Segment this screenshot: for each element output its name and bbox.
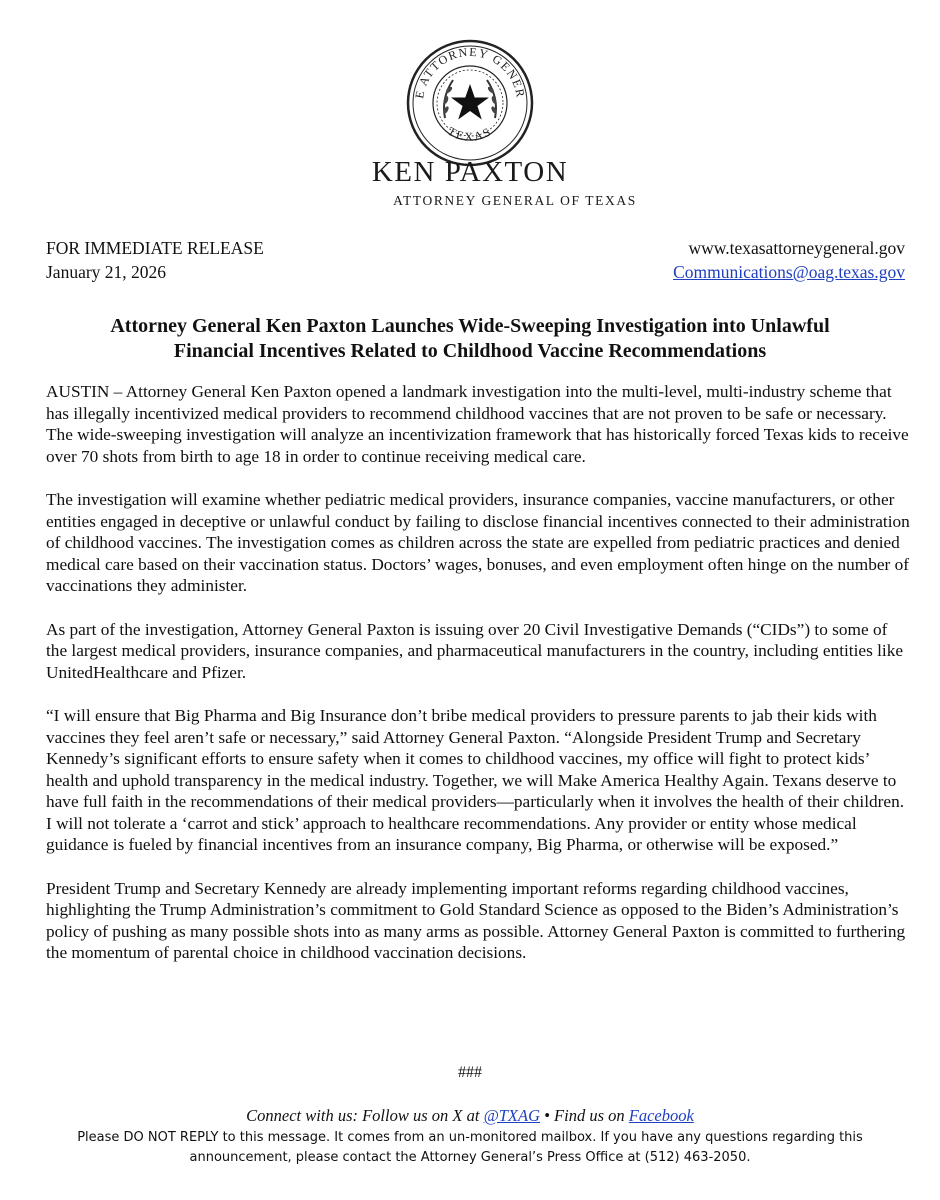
press-release-body xyxy=(46,381,912,986)
contact-info xyxy=(673,236,905,284)
release-date: January 21, 2026 xyxy=(46,262,167,282)
release-info xyxy=(46,236,264,284)
x-handle-link[interactable]: @TXAG xyxy=(483,1106,541,1125)
connect-prefix: Connect with us: Follow us on X at xyxy=(246,1106,484,1125)
paragraph-cids: As part of the investigation, Attorney General Paxton is issuing over 20 Civil Investigative Demands (“CIDs”) to some of the largest medical providers, insurance companies, and pharmaceutical manufacturers in the country, including entities like UnitedHealthcare and Pfizer. xyxy=(46,619,904,682)
social-connect xyxy=(0,1106,940,1126)
svg-text:THE ATTORNEY GENERAL: E ATTORNEY GENER xyxy=(412,44,528,100)
connect-mid: • Find us on xyxy=(540,1106,629,1125)
svg-text:TEXAS: TEXAS xyxy=(445,123,495,144)
headline xyxy=(40,314,900,364)
headline-line-2: Financial Incentives Related to Childhood Vaccine Recommendations xyxy=(173,340,767,362)
headline-line-1: Attorney General Ken Paxton Launches Wide-Sweeping Investigation into Unlawful xyxy=(110,315,830,337)
paragraph-reforms: President Trump and Secretary Kennedy are already implementing important reforms regarding childhood vaccines, highlighting the Trump Administration’s commitment to Gold Standard Science as opposed to the Biden’s Administration’s policy of pushing as many possible shots into as many arms as possible. Attorney General Paxton is committed to furthering the momentum of parental choice in childhood vaccination decisions. xyxy=(46,878,906,963)
paragraph-scope: The investigation will examine whether pediatric medical providers, insurance companies, vaccine manufacturers, or other entities engaged in deceptive or unlawful conduct by failing to disclose financial incentives connected to their administration of childhood vaccines. The investigation comes as children across the state are expelled from pediatric practices and denied medical care based on their vaccination status. Doctors’ wages, bonuses, and even employment often hinge on the number of vaccinations they administer. xyxy=(46,489,910,596)
paragraph-quote: “I will ensure that Big Pharma and Big Insurance don’t bribe medical providers to pressure parents to jab their kids with vaccines they feel aren’t safe or necessary,” said Attorney General Paxton. “Alongside President Trump and Secretary Kennedy’s significant efforts to ensure safety when it comes to childhood vaccines, my office will fight to protect kids’ health and uphold transparency in the medical industry. Together, we will Make America Healthy Again. Texans deserve to have full faith in the recommendations of their medical providers—particularly when it involves the health of their children. I will not tolerate a ‘carrot and stick’ approach to healthcare recommendations. Any provider or entity whose medical guidance is fueled by financial incentives from an insurance company, Big Pharma, or otherwise will be exposed.” xyxy=(46,705,905,855)
release-label: FOR IMMEDIATE RELEASE xyxy=(46,238,264,258)
seal-graphic xyxy=(405,38,535,168)
attorney-general-seal xyxy=(405,38,535,168)
official-name: KEN PAXTON xyxy=(371,156,569,188)
official-title: ATTORNEY GENERAL OF TEXAS xyxy=(393,193,637,208)
star-icon xyxy=(451,84,489,120)
facebook-link[interactable]: Facebook xyxy=(628,1106,694,1125)
paragraph-intro: AUSTIN – Attorney General Ken Paxton opened a landmark investigation into the multi-level, multi-industry scheme that has illegally incentivized medical providers to recommend childhood vaccines that are not proven to be safe or necessary. The wide-sweeping investigation will analyze an incentivization framework that has historically forced Texas kids to receive over 70 shots from birth to age 18 in order to continue receiving medical care. xyxy=(46,382,909,466)
email-link[interactable]: Communications@oag.texas.gov xyxy=(673,262,905,282)
website-link[interactable]: www.texasattorneygeneral.gov xyxy=(688,238,905,258)
end-mark: ### xyxy=(458,1064,482,1081)
no-reply-disclaimer: Please DO NOT REPLY to this message. It comes from an un-monitored mailbox. If you have any questions regarding this announcement, please contact the Attorney General’s Press Office at (512) 463-2050. xyxy=(77,1130,863,1165)
